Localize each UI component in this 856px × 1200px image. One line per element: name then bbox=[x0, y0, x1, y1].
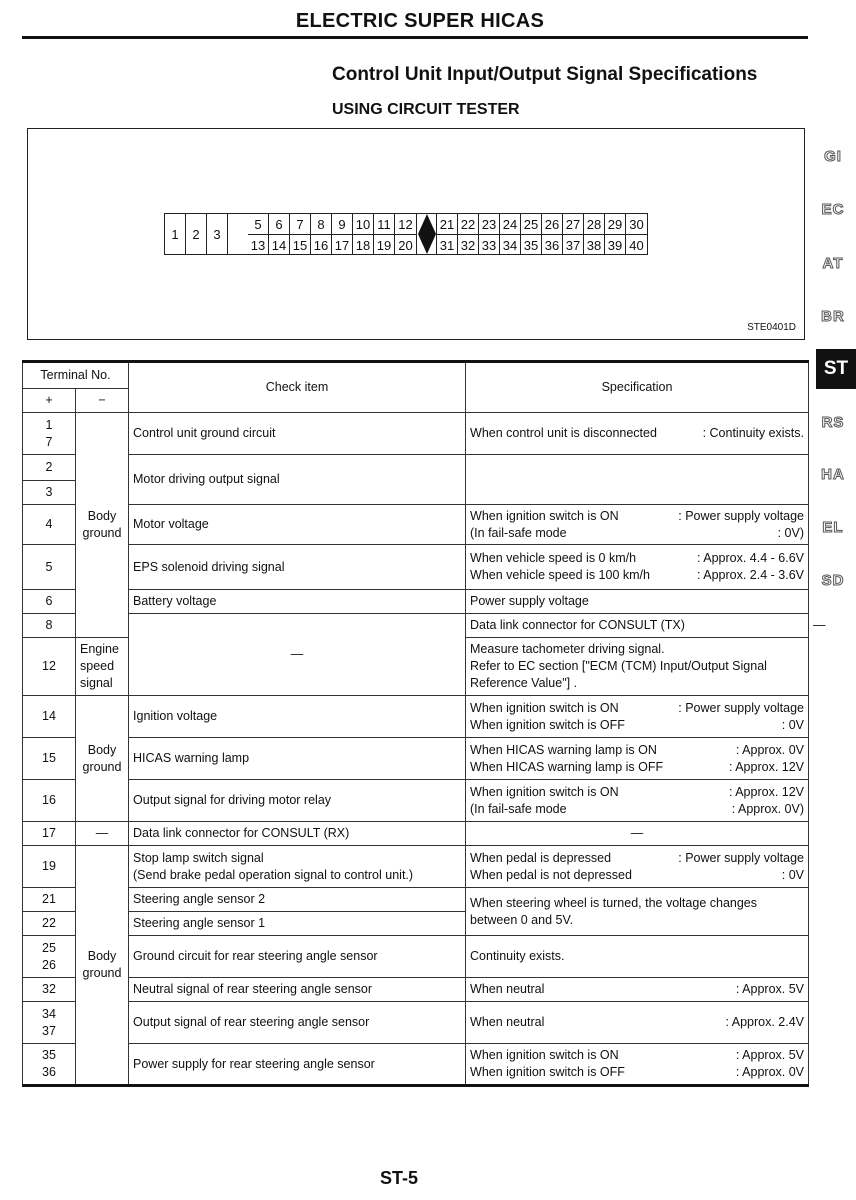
tab-ha[interactable]: HA bbox=[821, 466, 845, 483]
check-item: Motor driving output signal bbox=[129, 455, 466, 505]
connector-pin: 20 bbox=[398, 237, 413, 253]
spec-condition: When HICAS warning lamp is ON bbox=[470, 742, 657, 757]
document-header-title: ELECTRIC SUPER HICAS bbox=[295, 10, 545, 32]
spec-condition: When ignition switch is ON bbox=[470, 1048, 619, 1062]
connector-pin: 25 bbox=[521, 214, 542, 234]
spec-condition: When neutral bbox=[470, 1015, 545, 1029]
tab-at[interactable]: AT bbox=[822, 255, 844, 272]
connector-right-block bbox=[437, 214, 647, 254]
connector-pin: 21 bbox=[437, 214, 458, 234]
check-item: Control unit ground circuit bbox=[129, 413, 466, 455]
tab-st-active[interactable]: ST bbox=[816, 349, 856, 389]
spec-value: : Approx. 12V bbox=[728, 784, 805, 799]
terminal-number: 35 bbox=[42, 1048, 56, 1062]
connector-pin: 29 bbox=[605, 214, 626, 234]
terminal-number: 26 bbox=[42, 957, 56, 972]
spec-value: : Approx. 2.4V bbox=[725, 1015, 805, 1029]
terminal-number: 16 bbox=[23, 780, 76, 822]
spec-value: Power supply voltage bbox=[466, 590, 809, 614]
table-row bbox=[23, 455, 809, 481]
terminal-number: 6 bbox=[23, 590, 76, 614]
connector-pin: 32 bbox=[458, 235, 479, 255]
figure-code: STE0401D bbox=[747, 322, 796, 333]
connector-pin: 35 bbox=[521, 235, 542, 255]
table-row bbox=[23, 545, 809, 590]
terminal-number: 12 bbox=[23, 638, 76, 696]
connector-pin: 11 bbox=[374, 214, 395, 234]
header-rule bbox=[22, 36, 808, 39]
check-item: Motor voltage bbox=[129, 505, 466, 545]
terminal-number: 21 bbox=[23, 888, 76, 912]
check-item: Neutral signal of rear steering angle sensor bbox=[129, 978, 466, 1002]
check-item: Output signal of rear steering angle sensor bbox=[129, 1002, 466, 1044]
spec-value: : Approx. 4.4 - 6.6V bbox=[697, 551, 805, 565]
connector-pin: 16 bbox=[311, 235, 332, 255]
check-item: Ignition voltage bbox=[129, 696, 466, 738]
tab-br[interactable]: BR bbox=[821, 308, 845, 325]
connector-pin bbox=[228, 214, 248, 254]
connector-pin: 15 bbox=[290, 235, 311, 255]
spec-condition: When ignition switch is ON bbox=[470, 508, 619, 523]
connector-pin: 40 bbox=[629, 237, 644, 253]
connector-pin: 34 bbox=[500, 235, 521, 255]
header-minus: − bbox=[76, 389, 129, 413]
spec-condition: When pedal is not depressed bbox=[470, 867, 632, 882]
spec-value: : 0V bbox=[781, 717, 805, 732]
header-plus: + bbox=[23, 389, 76, 413]
spec-value: : Approx. 5V bbox=[735, 1048, 805, 1062]
minus-dash: — bbox=[76, 822, 129, 846]
terminal-number: 1 bbox=[45, 417, 53, 432]
check-item: Output signal for driving motor relay bbox=[129, 780, 466, 822]
terminal-number: 15 bbox=[23, 738, 76, 780]
signal-spec-table bbox=[22, 360, 826, 1087]
spec-value: : Power supply voltage bbox=[678, 700, 805, 715]
connector-pin: 12 bbox=[398, 216, 413, 232]
connector-face bbox=[164, 213, 648, 255]
terminal-number: 25 bbox=[42, 940, 56, 955]
spec-line: between 0 and 5V. bbox=[470, 912, 574, 927]
spec-value: : Approx. 12V bbox=[728, 759, 805, 774]
connector-pin: 36 bbox=[542, 235, 563, 255]
connector-pin: 28 bbox=[584, 214, 605, 234]
minus-dash: — bbox=[129, 614, 466, 696]
connector-pin: 31 bbox=[437, 235, 458, 255]
spec-value: : 0V) bbox=[777, 525, 805, 540]
body-ground-cell: Body ground bbox=[76, 846, 129, 1086]
spec-value: : Approx. 0V) bbox=[731, 801, 805, 816]
connector-pin: 2 bbox=[186, 214, 207, 254]
spec-condition: When HICAS warning lamp is OFF bbox=[470, 759, 664, 774]
spec-condition: When ignition switch is OFF bbox=[470, 1065, 625, 1079]
tab-el[interactable]: EL bbox=[822, 519, 844, 536]
tab-gi[interactable]: GI bbox=[824, 148, 842, 165]
spec-condition: When vehicle speed is 100 km/h bbox=[470, 568, 650, 582]
header-check-item: Check item bbox=[129, 362, 466, 413]
terminal-number: 32 bbox=[23, 978, 76, 1002]
section-title: Control Unit Input/Output Signal Specifications bbox=[332, 64, 758, 85]
terminal-number: 37 bbox=[42, 1023, 56, 1038]
spec-condition: (In fail-safe mode bbox=[470, 801, 567, 816]
terminal-number: 5 bbox=[23, 545, 76, 590]
spec-value: Continuity exists. bbox=[466, 936, 809, 978]
table-row bbox=[23, 780, 809, 822]
connector-pin: 18 bbox=[353, 235, 374, 255]
table-row: 8 — Data link connector for CONSULT (TX) — bbox=[23, 614, 809, 638]
connector-pin: 7 bbox=[290, 214, 311, 234]
spec-value: : Continuity exists. bbox=[702, 426, 805, 440]
check-item: Power supply for rear steering angle sensor bbox=[129, 1044, 466, 1086]
connector-pin: 1 bbox=[165, 214, 186, 254]
table-row bbox=[23, 978, 809, 1002]
table-row bbox=[23, 822, 809, 846]
body-ground-cell: Body ground bbox=[76, 413, 129, 638]
connector-pin: 6 bbox=[269, 214, 290, 234]
check-item: Battery voltage bbox=[129, 590, 466, 614]
connector-pin: 27 bbox=[563, 214, 584, 234]
spec-condition: When vehicle speed is 0 km/h bbox=[470, 551, 637, 565]
connector-key-icon bbox=[417, 214, 437, 254]
tab-ec[interactable]: EC bbox=[821, 201, 845, 218]
terminal-number: 7 bbox=[45, 434, 53, 449]
spec-condition: When pedal is depressed bbox=[470, 850, 612, 865]
connector-pin: 8 bbox=[311, 214, 332, 234]
check-item: Steering angle sensor 1 bbox=[129, 912, 466, 936]
table-row bbox=[23, 1044, 809, 1086]
connector-pin: 38 bbox=[584, 235, 605, 255]
check-item: Steering angle sensor 2 bbox=[129, 888, 466, 912]
connector-pin: 24 bbox=[500, 214, 521, 234]
connector-pin: 33 bbox=[479, 235, 500, 255]
terminal-number: 2 bbox=[23, 455, 76, 481]
spec-condition: When neutral bbox=[470, 982, 545, 996]
check-item: Stop lamp switch signal bbox=[133, 850, 264, 865]
connector-pin: 26 bbox=[542, 214, 563, 234]
spec-line: Measure tachometer driving signal. bbox=[470, 642, 665, 656]
terminal-number: 4 bbox=[23, 505, 76, 545]
terminal-number: 17 bbox=[23, 822, 76, 846]
connector-pin: 3 bbox=[207, 214, 228, 254]
terminal-number: 14 bbox=[23, 696, 76, 738]
table-row bbox=[23, 696, 809, 738]
connector-pin: 37 bbox=[563, 235, 584, 255]
connector-pin: 10 bbox=[353, 214, 374, 234]
check-item: Data link connector for CONSULT (TX) bbox=[466, 614, 809, 638]
header-terminal-no: Terminal No. bbox=[23, 362, 129, 389]
check-item-note: (Send brake pedal operation signal to control unit.) bbox=[133, 867, 414, 882]
table-row bbox=[23, 846, 809, 888]
connector-pin: 19 bbox=[374, 235, 395, 255]
connector-pin: 9 bbox=[332, 214, 353, 234]
terminal-number: 8 bbox=[23, 614, 76, 638]
spec-value: : Approx. 2.4 - 3.6V bbox=[697, 568, 805, 582]
spec-value: : Approx. 0V bbox=[735, 742, 805, 757]
table-row bbox=[23, 738, 809, 780]
spec-value: : Approx. 0V bbox=[735, 1065, 805, 1079]
section-subtitle: USING CIRCUIT TESTER bbox=[332, 101, 520, 118]
connector-pin: 30 bbox=[629, 216, 644, 232]
connector-diagram bbox=[27, 128, 805, 340]
connector-pin: 23 bbox=[479, 214, 500, 234]
table-row bbox=[23, 936, 809, 978]
terminal-number: 22 bbox=[23, 912, 76, 936]
terminal-number: 34 bbox=[42, 1006, 56, 1021]
check-item: HICAS warning lamp bbox=[129, 738, 466, 780]
spec-condition: When ignition switch is ON bbox=[470, 700, 619, 715]
spec-value: : Approx. 5V bbox=[735, 982, 805, 996]
spec-condition: When ignition switch is OFF bbox=[470, 717, 625, 732]
table-row bbox=[23, 888, 809, 912]
spec-value: : Power supply voltage bbox=[678, 850, 805, 865]
connector-pin: 13 bbox=[248, 235, 269, 255]
check-item: Engine speed signal bbox=[76, 638, 129, 696]
tab-sd[interactable]: SD bbox=[821, 572, 845, 589]
connector-pin: 39 bbox=[605, 235, 626, 255]
connector-pin: 22 bbox=[458, 214, 479, 234]
spec-line: When steering wheel is turned, the voltage changes bbox=[470, 895, 757, 910]
connector-left-block bbox=[248, 214, 417, 254]
tab-rs[interactable]: RS bbox=[821, 414, 845, 431]
header-specification: Specification bbox=[466, 362, 809, 413]
table-row bbox=[23, 413, 809, 455]
spec-line: Refer to EC section ["ECM (TCM) Input/Output Signal bbox=[470, 659, 767, 673]
terminal-number: 36 bbox=[42, 1065, 56, 1079]
check-item: EPS solenoid driving signal bbox=[129, 545, 466, 590]
connector-pin: 17 bbox=[332, 235, 353, 255]
terminal-number: 3 bbox=[23, 481, 76, 505]
connector-pin: 5 bbox=[248, 214, 269, 234]
table-row bbox=[23, 505, 809, 545]
table-row bbox=[23, 1002, 809, 1044]
spec-line: Reference Value"] . bbox=[470, 676, 578, 690]
spec-empty bbox=[466, 455, 809, 505]
spec-value: : Power supply voltage bbox=[678, 508, 805, 523]
connector-pin: 14 bbox=[269, 235, 290, 255]
spec-condition: (In fail-safe mode bbox=[470, 525, 567, 540]
check-item: Ground circuit for rear steering angle sensor bbox=[129, 936, 466, 978]
spec-condition: When ignition switch is ON bbox=[470, 784, 619, 799]
terminal-number: 19 bbox=[23, 846, 76, 888]
page-number: ST-5 bbox=[380, 1168, 419, 1188]
body-ground-cell: Body ground bbox=[76, 696, 129, 822]
check-item: Data link connector for CONSULT (RX) bbox=[129, 822, 466, 846]
section-index-tabs bbox=[814, 0, 856, 1200]
spec-value: : 0V bbox=[781, 867, 805, 882]
table-row bbox=[23, 590, 809, 614]
spec-condition: When control unit is disconnected bbox=[470, 426, 657, 440]
spec-value: — bbox=[466, 822, 809, 846]
